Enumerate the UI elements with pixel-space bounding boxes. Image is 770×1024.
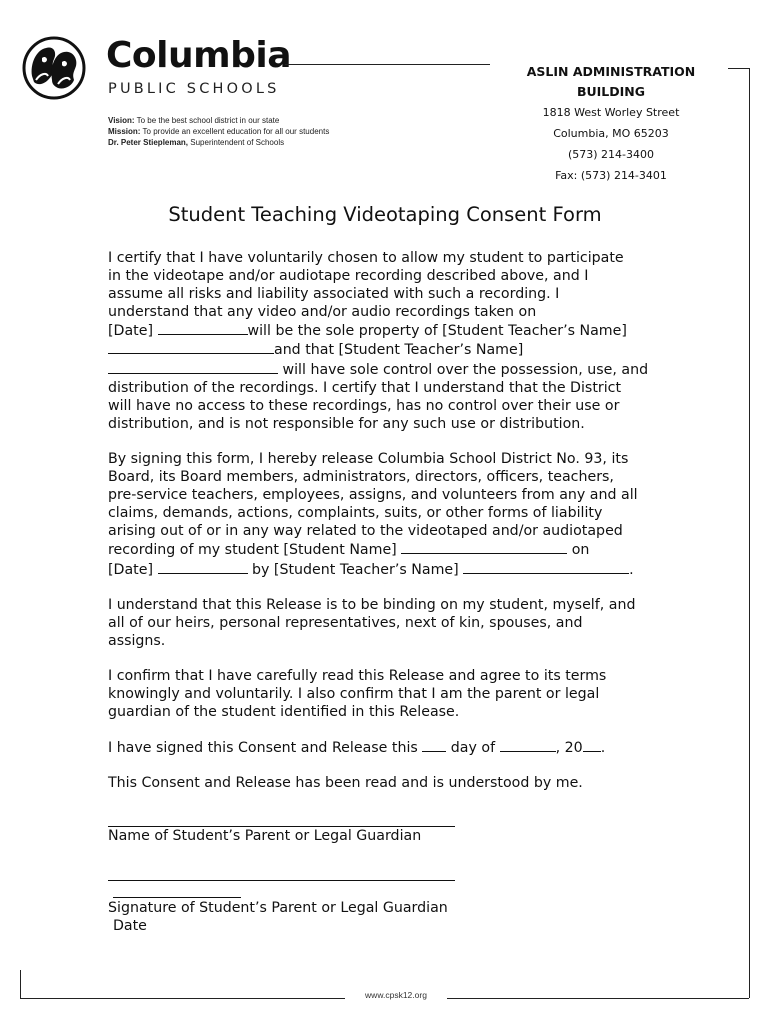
phone-number: (573) 214-3400 — [567, 148, 655, 161]
footer-rule-right — [447, 998, 749, 999]
text-line: knowingly and voluntarily. I also confirm that I am the parent or legal — [108, 685, 600, 702]
text-line: by [Student Teacher’s Name] — [247, 561, 464, 578]
superintendent-line — [108, 137, 329, 148]
text-line: guardian of the student identified in this Release. — [108, 704, 460, 721]
student-teacher-name-blank-2[interactable] — [108, 360, 278, 374]
header-rule-right — [728, 68, 750, 69]
text-line: By signing this form, I hereby release Columbia School District No. 93, its — [108, 450, 629, 467]
text-line: day of — [446, 740, 500, 757]
text-line: , 20 — [555, 740, 583, 757]
date-signature-line[interactable] — [113, 897, 241, 898]
form-title: Student Teaching Videotaping Consent Form — [168, 203, 602, 226]
fax-number: Fax: (573) 214-3401 — [555, 169, 667, 182]
brand-name: Columbia — [106, 35, 292, 76]
text-line: I understand that this Release is to be binding on my student, myself, and — [108, 596, 636, 613]
text-line: pre-service teachers, employees, assigns, and volunteers from any and all — [108, 487, 638, 504]
text-line: recording of my student [Student Name] — [108, 542, 402, 559]
footer-website[interactable]: www.cpsk12.org — [365, 990, 427, 1000]
student-teacher-name-blank-3[interactable] — [463, 560, 629, 574]
parent-signature-line[interactable] — [108, 880, 455, 881]
text-line: in the videotape and/or audiotape recording described above, and I — [108, 268, 589, 285]
footer-rule-left — [20, 998, 345, 999]
paragraph-signed-date — [108, 738, 688, 757]
columbia-logo — [22, 36, 86, 100]
text-line: . — [629, 561, 634, 578]
month-blank[interactable] — [500, 738, 556, 752]
text-line: . — [600, 740, 606, 757]
paragraph-understood — [108, 774, 688, 792]
paragraph-release — [108, 450, 688, 579]
mission-label: Mission: — [108, 127, 141, 136]
student-teacher-name-blank[interactable] — [108, 340, 274, 354]
street-address: 1818 West Worley Street — [542, 106, 680, 119]
text-line: I confirm that I have carefully read this Release and agree to its terms — [108, 667, 607, 684]
brand-subtitle: PUBLIC SCHOOLS — [108, 81, 280, 97]
date-blank-2[interactable] — [158, 560, 248, 574]
text-line: I certify that I have voluntarily chosen to allow my student to participate — [108, 250, 624, 266]
text-line: understand that any video and/or audio recordings taken on — [108, 304, 537, 321]
address-block — [505, 62, 717, 186]
text-line: arising out of or in any way related to the videotaped and/or audiotaped — [108, 523, 623, 540]
text-line: I have signed this Consent and Release this — [108, 740, 423, 757]
day-blank[interactable] — [422, 738, 446, 752]
text-line: distribution of the recordings. I certify that I understand that the District — [108, 379, 622, 396]
text-line: Board, its Board members, administrators, directors, officers, teachers, — [108, 469, 614, 486]
paragraph-binding — [108, 596, 688, 650]
date-blank[interactable] — [158, 321, 248, 335]
year-blank[interactable] — [583, 738, 601, 752]
text-line: distribution, and is not responsible for any such use or distribution. — [108, 415, 585, 432]
signature-date-label: Date — [113, 918, 147, 934]
page-border-left — [20, 970, 21, 999]
header-rule — [285, 64, 490, 65]
mission-text: To provide an excellent education for all our students — [140, 127, 330, 136]
text-line: assume all risks and liability associated with such a recording. I — [108, 286, 560, 303]
paragraph-confirm — [108, 667, 688, 721]
text-line: all of our heirs, personal representatives, next of kin, spouses, and — [108, 614, 583, 631]
vision-mission-block — [108, 115, 329, 148]
city-state-zip: Columbia, MO 65203 — [553, 127, 669, 140]
student-name-blank[interactable] — [401, 540, 567, 554]
building-name-line1: ASLIN ADMINISTRATION — [526, 64, 696, 79]
building-name-line2: BUILDING — [576, 84, 646, 99]
superintendent-title: Superintendent of Schools — [188, 138, 285, 147]
text-line: will have no access to these recordings, has no control over their use or — [108, 397, 620, 414]
form-body — [108, 249, 688, 809]
text-line: [Date] — [108, 561, 158, 578]
vision-text: To be the best school district in our state — [134, 116, 280, 125]
text-line: and that [Student Teacher’s Name] — [274, 342, 524, 359]
text-line: assigns. — [108, 632, 166, 649]
text-line: on — [567, 542, 590, 559]
mission-line — [108, 126, 329, 137]
vision-label: Vision: — [108, 116, 135, 125]
parent-signature-label: Signature of Student’s Parent or Legal Guardian — [108, 900, 448, 916]
text-line: claims, demands, actions, complaints, suits, or other forms of liability — [108, 505, 603, 522]
text-line: will have sole control over the possession, use, and — [278, 361, 649, 378]
vision-line — [108, 115, 329, 126]
text-line: will be the sole property of [Student Teacher’s Name] — [247, 323, 627, 340]
paragraph-certify — [108, 249, 688, 433]
parent-name-label: Name of Student’s Parent or Legal Guardian — [108, 828, 422, 844]
text-line: This Consent and Release has been read and is understood by me. — [108, 775, 583, 792]
superintendent-name: Dr. Peter Stiepleman, — [108, 138, 189, 147]
text-line: [Date] — [108, 323, 158, 340]
